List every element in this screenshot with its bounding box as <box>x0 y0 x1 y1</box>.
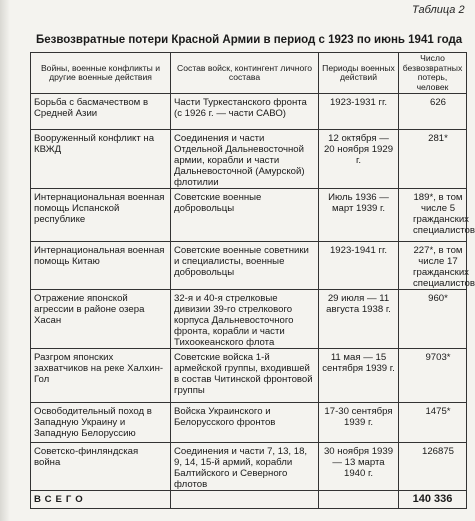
conflict-cell: Разгром японских захватчиков на реке Халхин-Гол <box>31 349 171 403</box>
total-value: 140 336 <box>399 491 467 509</box>
column-header-conflict: Войны, военные конфликты и другие военные действия <box>31 53 171 94</box>
period-cell: Июль 1936 — март 1939 г. <box>319 189 399 242</box>
total-empty-cell <box>171 491 319 509</box>
forces-cell: Соединения и части Отдельной Дальневосточной армии, корабли и части Дальневосточной (Амурской) флотилии <box>171 130 319 189</box>
forces-cell: Части Туркестанского фронта (с 1926 г. — части САВО) <box>171 94 319 130</box>
losses-table <box>30 52 475 509</box>
period-cell: 30 ноября 1939 — 13 марта 1940 г. <box>319 443 399 491</box>
period-cell: 11 мая — 15 сентября 1939 г. <box>319 349 399 403</box>
period-cell: 17-30 сентября 1939 г. <box>319 403 399 443</box>
total-row <box>31 491 467 509</box>
conflict-cell: Интернациональная военная помощь Испанской республике <box>31 189 171 242</box>
table-number-label: Таблица 2 <box>412 4 465 16</box>
losses-cell: 1475* <box>399 403 467 443</box>
column-header-forces: Состав войск, контингент личного состава <box>171 53 319 94</box>
conflict-cell: Интернациональная военная помощь Китаю <box>31 242 171 290</box>
conflict-cell: Советско-финляндская война <box>31 443 171 491</box>
losses-cell: 281* <box>399 130 467 189</box>
period-cell: 1923-1941 гг. <box>319 242 399 290</box>
table-header-row <box>31 53 467 94</box>
table-row <box>31 349 467 403</box>
page-fold-shadow <box>0 0 10 521</box>
table-row <box>31 290 467 349</box>
conflict-cell: Отражение японской агрессии в районе озера Хасан <box>31 290 171 349</box>
losses-cell: 9703* <box>399 349 467 403</box>
forces-cell: Советские военные советники и специалисты, военные добровольцы <box>171 242 319 290</box>
conflict-cell: Борьба с басмачеством в Средней Азии <box>31 94 171 130</box>
table-row <box>31 242 467 290</box>
forces-cell: 32-я и 40-я стрелковые дивизии 39-го стрелкового корпуса Дальневосточного фронта, корабли и части Тихоокеанского флота <box>171 290 319 349</box>
table-row <box>31 443 467 491</box>
period-cell: 29 июля — 11 августа 1938 г. <box>319 290 399 349</box>
column-header-losses: Число безвозвратных потерь, человек <box>399 53 467 94</box>
losses-cell: 626 <box>399 94 467 130</box>
losses-cell: 960* <box>399 290 467 349</box>
total-empty-cell <box>319 491 399 509</box>
period-cell: 1923-1931 гг. <box>319 94 399 130</box>
table-row <box>31 189 467 242</box>
losses-cell: 227*, в том числе 17 гражданских специалистов <box>399 242 467 290</box>
total-label: ВСЕГО <box>31 491 171 509</box>
table-row <box>31 403 467 443</box>
period-cell: 12 октября — 20 ноября 1929 г. <box>319 130 399 189</box>
column-header-period: Периоды военных действий <box>319 53 399 94</box>
table-row <box>31 94 467 130</box>
table-title: Безвозвратные потери Красной Армии в период с 1923 по июнь 1941 года <box>36 34 463 46</box>
forces-cell: Соединения и части 7, 13, 18, 9, 14, 15-й армий, корабли Балтийского и Северного флотов <box>171 443 319 491</box>
conflict-cell: Вооруженный конфликт на КВЖД <box>31 130 171 189</box>
forces-cell: Войска Украинского и Белорусского фронтов <box>171 403 319 443</box>
forces-cell: Советские военные добровольцы <box>171 189 319 242</box>
losses-cell: 126875 <box>399 443 467 491</box>
conflict-cell: Освободительный поход в Западную Украину и Западную Белоруссию <box>31 403 171 443</box>
losses-cell: 189*, в том числе 5 гражданских специалистов <box>399 189 467 242</box>
table-row <box>31 130 467 189</box>
forces-cell: Советские войска 1-й армейской группы, входившей в состав Читинской фронтовой группы <box>171 349 319 403</box>
